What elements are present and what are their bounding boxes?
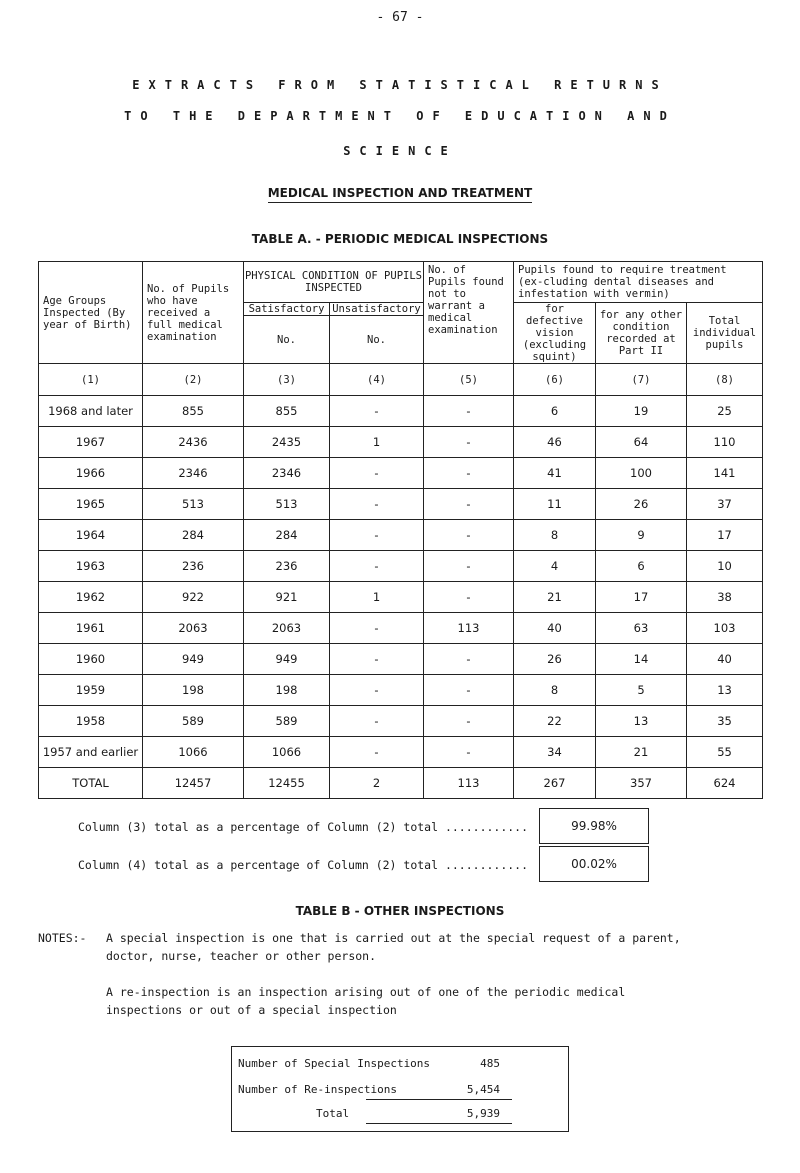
column-number: (3) (244, 364, 330, 396)
table-row (39, 737, 763, 768)
table-cell: 949 (143, 644, 244, 675)
table-cell: 34 (514, 737, 596, 768)
table-cell: 17 (596, 582, 687, 613)
table-cell: 198 (244, 675, 330, 706)
special-inspections-label: Number of Special Inspections (238, 1057, 431, 1070)
header-satisfactory: Satisfactory (244, 303, 330, 316)
table-cell: 2 (330, 768, 424, 799)
reinspections-row (232, 1083, 568, 1103)
table-row (39, 551, 763, 582)
header-pupils-examined: No. of Pupils who have received a full medical examination (143, 262, 244, 364)
table-row (39, 427, 763, 458)
table-cell: 589 (143, 706, 244, 737)
table-cell: 113 (424, 613, 514, 644)
table-row (39, 396, 763, 427)
table-row (39, 489, 763, 520)
table-cell: 589 (244, 706, 330, 737)
table-cell: 2346 (143, 458, 244, 489)
col3-percentage-label: Column (3) total as a percentage of Column (2) total ............ (78, 820, 529, 834)
row-age-group: 1965 (39, 489, 143, 520)
table-cell: 55 (687, 737, 763, 768)
table-cell: 10 (687, 551, 763, 582)
table-cell: 1066 (143, 737, 244, 768)
table-cell: - (424, 582, 514, 613)
reinspections-value: 5,454 (466, 1083, 500, 1096)
table-row (39, 768, 763, 799)
column-number: (2) (143, 364, 244, 396)
row-age-group: 1960 (39, 644, 143, 675)
table-cell: 922 (143, 582, 244, 613)
table-cell: 949 (244, 644, 330, 675)
row-age-group: TOTAL (39, 768, 143, 799)
table-cell: 513 (143, 489, 244, 520)
table-cell: 100 (596, 458, 687, 489)
table-cell: 141 (687, 458, 763, 489)
table-cell: - (424, 396, 514, 427)
col4-percentage-value: 00.02% (539, 846, 649, 882)
table-a-title: TABLE A. - PERIODIC MEDICAL INSPECTIONS (251, 232, 549, 246)
table-cell: 12457 (143, 768, 244, 799)
table-cell: - (330, 551, 424, 582)
table-cell: 2063 (143, 613, 244, 644)
table-cell: - (330, 489, 424, 520)
table-cell: 6 (596, 551, 687, 582)
table-cell: 9 (596, 520, 687, 551)
table-cell: 284 (143, 520, 244, 551)
notes-label: NOTES:- (38, 931, 87, 945)
table-cell: - (330, 675, 424, 706)
table-cell: 11 (514, 489, 596, 520)
table-cell: 17 (687, 520, 763, 551)
row-age-group: 1958 (39, 706, 143, 737)
heading-line-1: EXTRACTS FROM STATISTICAL RETURNS (132, 78, 668, 92)
header-defective-vision: for defective vision (excluding squint) (514, 303, 596, 364)
column-number: (4) (330, 364, 424, 396)
table-cell: - (330, 396, 424, 427)
table-cell: 12455 (244, 768, 330, 799)
table-cell: 1 (330, 427, 424, 458)
table-cell: - (330, 613, 424, 644)
table-cell: 21 (514, 582, 596, 613)
table-cell: - (330, 737, 424, 768)
row-age-group: 1968 and later (39, 396, 143, 427)
table-cell: 2436 (143, 427, 244, 458)
table-cell: 267 (514, 768, 596, 799)
column-number: (5) (424, 364, 514, 396)
table-cell: - (424, 551, 514, 582)
table-cell: 26 (514, 644, 596, 675)
table-cell: 8 (514, 675, 596, 706)
header-unsat-no: No. (330, 316, 424, 364)
header-sat-no: No. (244, 316, 330, 364)
table-cell: - (330, 458, 424, 489)
table-cell: 110 (687, 427, 763, 458)
table-cell: 4 (514, 551, 596, 582)
heading-line-2: TO THE DEPARTMENT OF EDUCATION AND (124, 109, 676, 123)
table-row (39, 613, 763, 644)
row-age-group: 1962 (39, 582, 143, 613)
table-cell: 2435 (244, 427, 330, 458)
col3-percentage-value: 99.98% (539, 808, 649, 844)
table-cell: - (424, 427, 514, 458)
table-cell: - (424, 675, 514, 706)
column-number: (6) (514, 364, 596, 396)
table-cell: 2346 (244, 458, 330, 489)
section-title-text: MEDICAL INSPECTION AND TREATMENT (268, 186, 533, 203)
table-a-body (39, 396, 763, 799)
table-cell: - (330, 520, 424, 551)
table-a (38, 261, 763, 799)
table-row (39, 520, 763, 551)
table-cell: 855 (244, 396, 330, 427)
table-cell: 14 (596, 644, 687, 675)
table-cell: - (330, 644, 424, 675)
table-cell: 22 (514, 706, 596, 737)
row-age-group: 1966 (39, 458, 143, 489)
table-cell: - (424, 644, 514, 675)
special-inspections-row (232, 1057, 568, 1077)
table-b (231, 1046, 569, 1132)
total-value: 5,939 (466, 1107, 500, 1120)
table-cell: 25 (687, 396, 763, 427)
table-cell: 8 (514, 520, 596, 551)
table-cell: 38 (687, 582, 763, 613)
table-cell: - (424, 520, 514, 551)
table-cell: 198 (143, 675, 244, 706)
table-cell: 921 (244, 582, 330, 613)
col4-percentage-label: Column (4) total as a percentage of Column (2) total ............ (78, 858, 529, 872)
table-cell: 13 (687, 675, 763, 706)
table-row (39, 458, 763, 489)
table-cell: 5 (596, 675, 687, 706)
row-age-group: 1959 (39, 675, 143, 706)
row-age-group: 1957 and earlier (39, 737, 143, 768)
section-title (0, 186, 800, 200)
table-cell: 624 (687, 768, 763, 799)
header-unsatisfactory: Unsatisfactory (330, 303, 424, 316)
table-row (39, 706, 763, 737)
table-cell: - (330, 706, 424, 737)
table-cell: 40 (514, 613, 596, 644)
note-special-inspection: A special inspection is one that is carried out at the special request of a parent, doctor, nurse, teacher or other person. (106, 931, 681, 963)
table-row (39, 644, 763, 675)
header-other-condition: for any other condition recorded at Part II (596, 303, 687, 364)
header-not-warrant: No. of Pupils found not to warrant a medical examination (424, 262, 514, 364)
table-cell: 284 (244, 520, 330, 551)
table-cell: 2063 (244, 613, 330, 644)
table-cell: 855 (143, 396, 244, 427)
table-cell: 41 (514, 458, 596, 489)
table-cell: 236 (244, 551, 330, 582)
table-cell: 513 (244, 489, 330, 520)
table-cell: 19 (596, 396, 687, 427)
column-number: (7) (596, 364, 687, 396)
reinspections-label: Number of Re-inspections (238, 1083, 397, 1096)
column-number: (8) (687, 364, 763, 396)
divider (366, 1099, 512, 1100)
total-label: Total (316, 1107, 350, 1120)
divider (366, 1123, 512, 1124)
table-cell: 21 (596, 737, 687, 768)
header-age-groups: Age Groups Inspected (By year of Birth) (39, 262, 143, 364)
special-inspections-value: 485 (480, 1057, 500, 1070)
row-age-group: 1964 (39, 520, 143, 551)
table-row (39, 675, 763, 706)
table-cell: 37 (687, 489, 763, 520)
heading-line-3: SCIENCE (343, 144, 457, 158)
page-number: - 67 - (376, 10, 424, 25)
note-reinspection: A re-inspection is an inspection arising out of one of the periodic medical inspections or out of a special inspection (106, 985, 626, 1017)
header-total-individual: Total individual pupils (687, 303, 763, 364)
table-cell: 1 (330, 582, 424, 613)
table-cell: 113 (424, 768, 514, 799)
table-cell: - (424, 706, 514, 737)
row-age-group: 1963 (39, 551, 143, 582)
row-age-group: 1961 (39, 613, 143, 644)
table-cell: 357 (596, 768, 687, 799)
table-cell: 40 (687, 644, 763, 675)
header-treatment: Pupils found to require treatment (ex-cluding dental diseases and infestation with vermin) (514, 262, 763, 303)
table-cell: 6 (514, 396, 596, 427)
column-number: (1) (39, 364, 143, 396)
table-cell: - (424, 458, 514, 489)
table-cell: 46 (514, 427, 596, 458)
row-age-group: 1967 (39, 427, 143, 458)
table-cell: 236 (143, 551, 244, 582)
table-cell: - (424, 489, 514, 520)
table-row (39, 582, 763, 613)
table-cell: - (424, 737, 514, 768)
table-cell: 63 (596, 613, 687, 644)
table-cell: 35 (687, 706, 763, 737)
table-cell: 103 (687, 613, 763, 644)
table-cell: 13 (596, 706, 687, 737)
column-number-row (39, 364, 763, 396)
table-cell: 1066 (244, 737, 330, 768)
header-physical-condition: PHYSICAL CONDITION OF PUPILS INSPECTED (244, 262, 424, 303)
table-cell: 26 (596, 489, 687, 520)
table-cell: 64 (596, 427, 687, 458)
total-row (232, 1107, 568, 1127)
table-b-title: TABLE B - OTHER INSPECTIONS (295, 904, 505, 918)
